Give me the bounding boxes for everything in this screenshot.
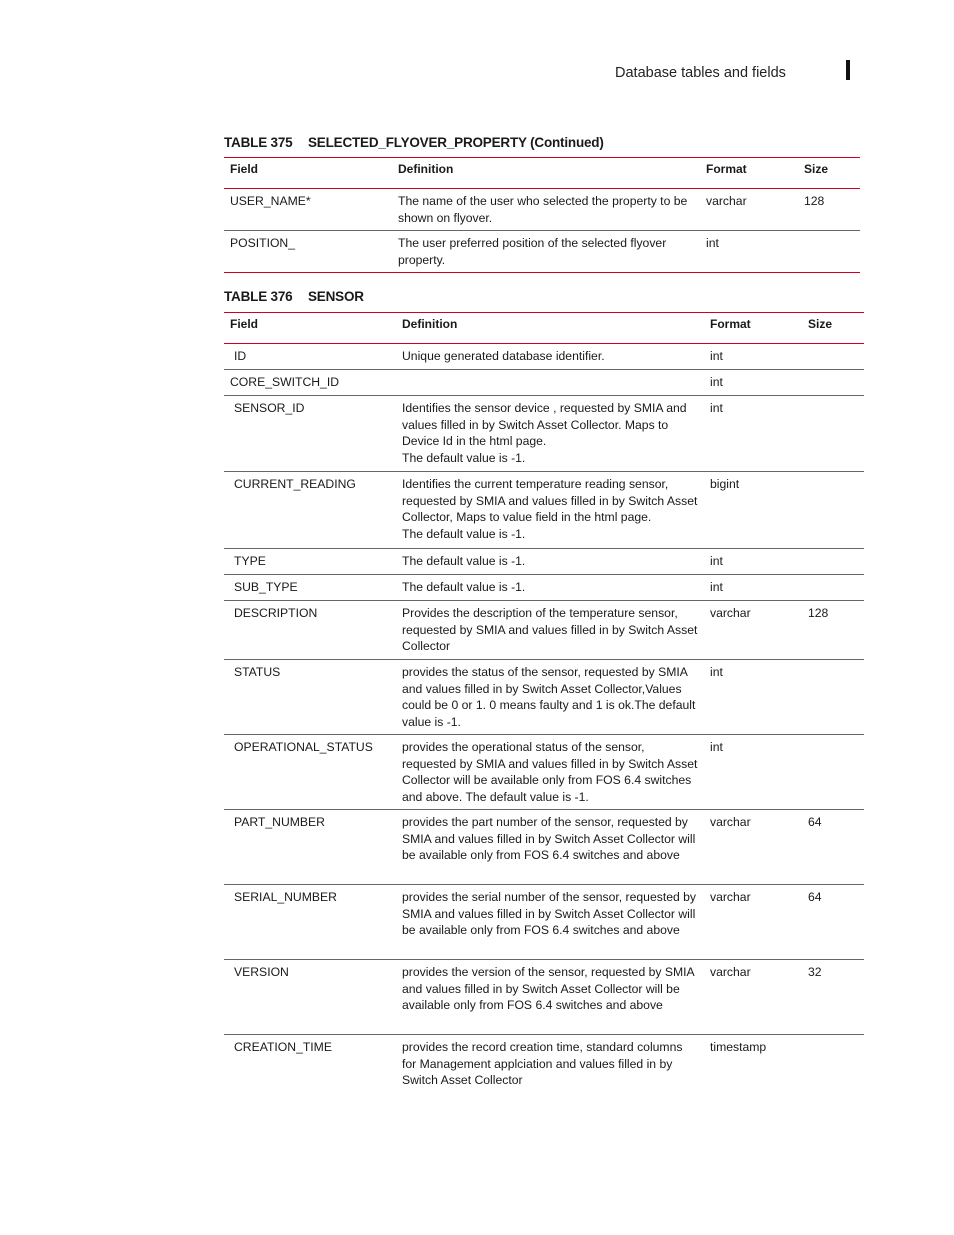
cell-format: int	[710, 554, 723, 568]
table-row	[224, 810, 864, 885]
cell-field: DESCRIPTION	[234, 606, 318, 620]
column-header-size: Size	[808, 317, 833, 331]
cell-format: timestamp	[710, 1040, 767, 1054]
cell-size: 64	[808, 890, 822, 904]
cell-definition: provides the serial number of the sensor, requested by SMIA and values filled in by Switch Asset Collector will be available only from FOS 6.4 switches and above	[402, 890, 697, 937]
table-375-body	[224, 189, 860, 273]
cell-definition	[396, 370, 704, 396]
cell-size	[802, 575, 864, 601]
cell-size	[798, 231, 860, 273]
table-row	[224, 885, 864, 960]
cell-size	[802, 660, 864, 735]
cell-field: SENSOR_ID	[234, 401, 305, 415]
cell-format: int	[710, 349, 723, 363]
cell-field: CURRENT_READING	[234, 477, 356, 491]
table-title: SELECTED_FLYOVER_PROPERTY (Continued)	[308, 135, 604, 150]
table-row	[224, 601, 864, 660]
cell-definition: provides the version of the sensor, requested by SMIA and values filled in by Switch Asset Collector will be available only from FOS 6.4 switches and above	[402, 965, 694, 1012]
cell-definition: The default value is -1.	[402, 580, 526, 594]
cell-definition: provides the operational status of the sensor, requested by SMIA and values filled in by Switch Asset Collector will be available only from FOS 6.4 switches and above. The default value is -1.	[402, 740, 698, 804]
cell-format: int	[706, 236, 719, 250]
cell-field: SERIAL_NUMBER	[234, 890, 337, 904]
header-marker-bar	[846, 60, 850, 80]
table-header-row	[224, 158, 860, 189]
cell-definition: provides the status of the sensor, requested by SMIA and values filled in by Switch Asset Collector,Values could be 0 or 1. 0 means faulty and 1 is ok.The default value is -1.	[402, 665, 696, 729]
cell-size: 128	[804, 194, 825, 208]
cell-definition: The default value is -1.	[402, 554, 526, 568]
cell-definition: Identifies the current temperature reading sensor, requested by SMIA and values filled in by Switch Asset Collector, Maps to value field in the html page. The default value is -1.	[402, 477, 698, 541]
table-row	[224, 735, 864, 810]
table-row	[224, 344, 864, 370]
table-row	[224, 231, 860, 273]
cell-format: int	[710, 401, 723, 415]
cell-field: POSITION_	[230, 236, 296, 250]
table-row	[224, 575, 864, 601]
cell-format: int	[710, 740, 723, 754]
cell-field: OPERATIONAL_STATUS	[234, 740, 373, 754]
table-row	[224, 472, 864, 549]
cell-field: PART_NUMBER	[234, 815, 325, 829]
cell-size: 32	[808, 965, 822, 979]
table-376-body	[224, 344, 864, 1095]
cell-definition: The user preferred position of the selected flyover property.	[398, 236, 667, 267]
table-row	[224, 549, 864, 575]
cell-format: varchar	[710, 815, 751, 829]
cell-format: varchar	[706, 194, 747, 208]
cell-field: STATUS	[234, 665, 281, 679]
cell-field: USER_NAME*	[230, 194, 311, 208]
cell-field: SUB_TYPE	[234, 580, 298, 594]
table-title: SENSOR	[308, 289, 364, 304]
cell-field: TYPE	[234, 554, 266, 568]
cell-format: bigint	[710, 477, 740, 491]
column-header-format: Format	[706, 162, 747, 176]
cell-size	[802, 344, 864, 370]
column-header-definition: Definition	[398, 162, 454, 176]
column-header-field: Field	[230, 317, 259, 331]
column-header-format: Format	[710, 317, 751, 331]
table-row	[224, 370, 864, 396]
cell-format: varchar	[710, 965, 751, 979]
cell-size	[802, 735, 864, 810]
cell-format: int	[710, 375, 723, 389]
cell-definition: provides the part number of the sensor, requested by SMIA and values filled in by Switch Asset Collector will be available only from FOS 6.4 switches and above	[402, 815, 696, 862]
cell-field: VERSION	[234, 965, 289, 979]
cell-definition: Identifies the sensor device , requested by SMIA and values filled in by Switch Asset Collector. Maps to Device Id in the html page. The default value is -1.	[402, 401, 687, 465]
cell-definition: provides the record creation time, standard columns for Management applciation and values filled in by Switch Asset Collector	[402, 1040, 683, 1087]
table-376	[224, 312, 864, 1095]
table-row	[224, 1035, 864, 1095]
table-376-caption	[224, 289, 364, 304]
table-row	[224, 960, 864, 1035]
table-375-caption	[224, 135, 604, 150]
cell-size	[802, 1035, 864, 1095]
cell-definition: Unique generated database identifier.	[402, 349, 605, 363]
table-row	[224, 396, 864, 472]
cell-field: ID	[234, 349, 247, 363]
cell-format: int	[710, 665, 723, 679]
column-header-field: Field	[230, 162, 259, 176]
cell-format: varchar	[710, 890, 751, 904]
cell-format: varchar	[710, 606, 751, 620]
cell-size	[802, 396, 864, 472]
table-header-row	[224, 313, 864, 344]
cell-size: 64	[808, 815, 822, 829]
table-375	[224, 157, 860, 273]
column-header-definition: Definition	[402, 317, 458, 331]
cell-definition: Provides the description of the temperature sensor, requested by SMIA and values filled in by Switch Asset Collector	[402, 606, 698, 653]
cell-field: CREATION_TIME	[234, 1040, 332, 1054]
cell-size	[802, 472, 864, 549]
column-header-size: Size	[804, 162, 829, 176]
table-row	[224, 660, 864, 735]
cell-size	[802, 370, 864, 396]
cell-size	[802, 549, 864, 575]
cell-field: CORE_SWITCH_ID	[230, 375, 340, 389]
cell-definition: The name of the user who selected the property to be shown on flyover.	[398, 194, 688, 225]
table-number: TABLE 376	[224, 289, 293, 304]
page-header-title: Database tables and fields	[615, 65, 786, 81]
cell-format: int	[710, 580, 723, 594]
table-number: TABLE 375	[224, 135, 293, 150]
cell-size: 128	[808, 606, 829, 620]
table-row	[224, 189, 860, 231]
